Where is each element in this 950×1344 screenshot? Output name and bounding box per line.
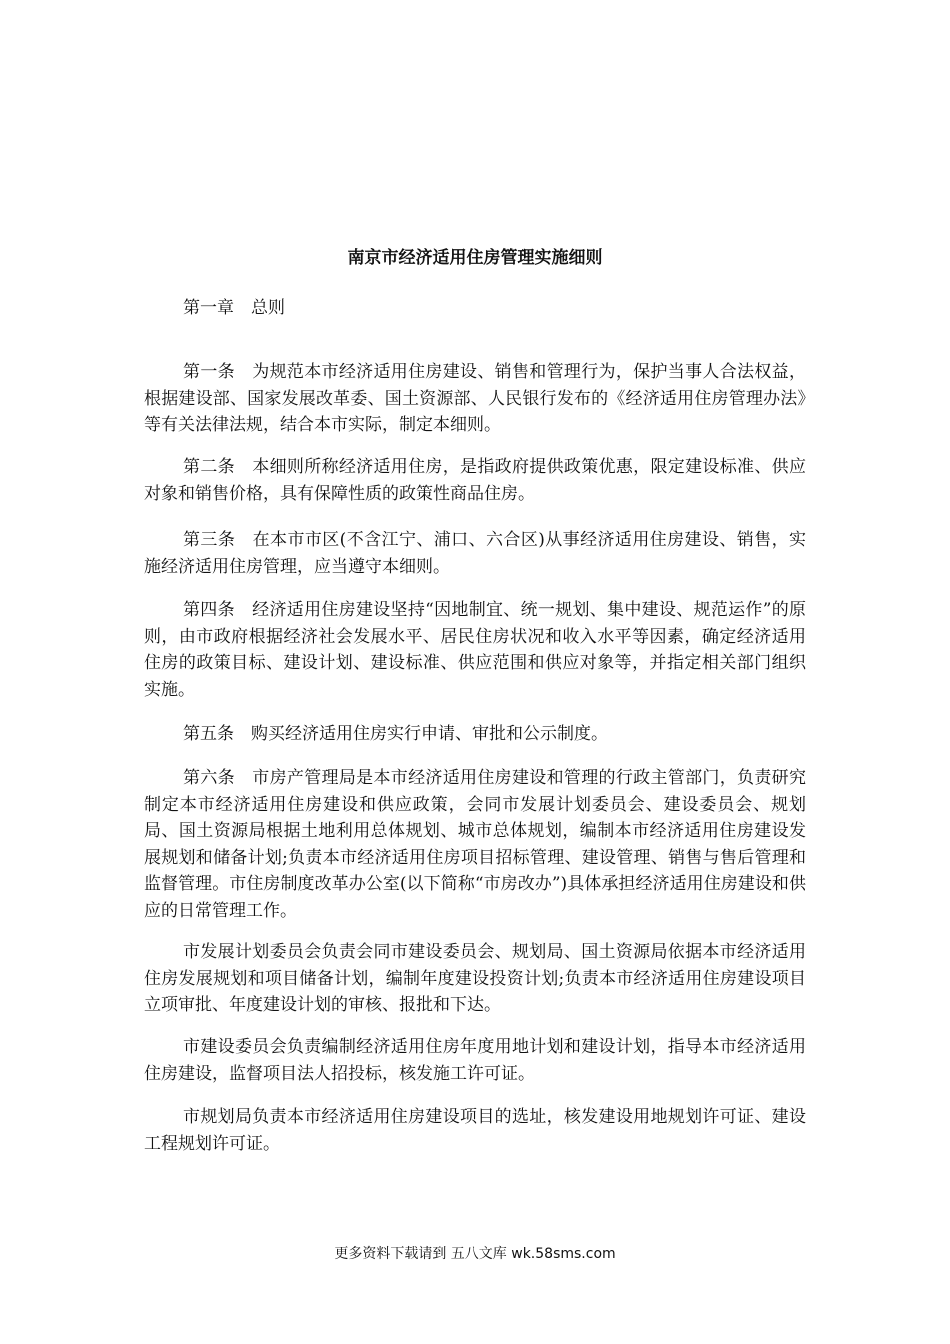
article-6-paragraph-2: 市发展计划委员会负责会同市建设委员会、规划局、国土资源局依据本市经济适用住房发展规划和项目储备计划，编制年度建设投资计划;负责本市经济适用住房建设项目立项审批、年度建设计划的审核、报批和下达。: [144, 942, 806, 1015]
article-5: 第五条 购买经济适用住房实行申请、审批和公示制度。: [183, 724, 608, 744]
article-2: 第二条 本细则所称经济适用住房，是指政府提供政策优惠，限定建设标准、供应对象和销售价格，具有保障性质的政策性商品住房。: [144, 457, 806, 504]
article-6-paragraph-4: 市规划局负责本市经济适用住房建设项目的选址，核发建设用地规划许可证、建设工程规划许可证。: [144, 1107, 806, 1154]
article-6: 第六条 市房产管理局是本市经济适用住房建设和管理的行政主管部门，负责研究制定本市经济适用住房建设和供应政策，会同市发展计划委员会、建设委员会、规划局、国土资源局根据土地利用总体规划、城市总体规划，编制本市经济适用住房建设发展规划和储备计划;负责本市经济适用住房项目招标管理、建设管理、销售与售后管理和监督管理。市住房制度改革办公室(以下简称“市房改办”)具体承担经济适用住房建设和供应的日常管理工作。: [144, 768, 806, 921]
article-3: 第三条 在本市市区(不含江宁、浦口、六合区)从事经济适用住房建设、销售，实施经济适用住房管理，应当遵守本细则。: [144, 530, 806, 577]
article-1: 第一条 为规范本市经济适用住房建设、销售和管理行为，保护当事人合法权益，根据建设部、国家发展改革委、国土资源部、人民银行发布的《经济适用住房管理办法》等有关法律法规，结合本市实际，制定本细则。: [144, 362, 806, 435]
footer-download-link[interactable]: 更多资料下载请到 五八文库 wk.58sms.com: [334, 1246, 616, 1262]
chapter-heading: 第一章 总则: [183, 298, 285, 318]
article-4: 第四条 经济适用住房建设坚持“因地制宜、统一规划、集中建设、规范运作”的原则，由市政府根据经济社会发展水平、居民住房状况和收入水平等因素，确定经济适用住房的政策目标、建设计划、建设标准、供应范围和供应对象等，并指定相关部门组织实施。: [144, 600, 806, 700]
article-6-paragraph-3: 市建设委员会负责编制经济适用住房年度用地计划和建设计划，指导本市经济适用住房建设，监督项目法人招投标，核发施工许可证。: [144, 1037, 806, 1084]
document-title: 南京市经济适用住房管理实施细则: [347, 248, 603, 268]
